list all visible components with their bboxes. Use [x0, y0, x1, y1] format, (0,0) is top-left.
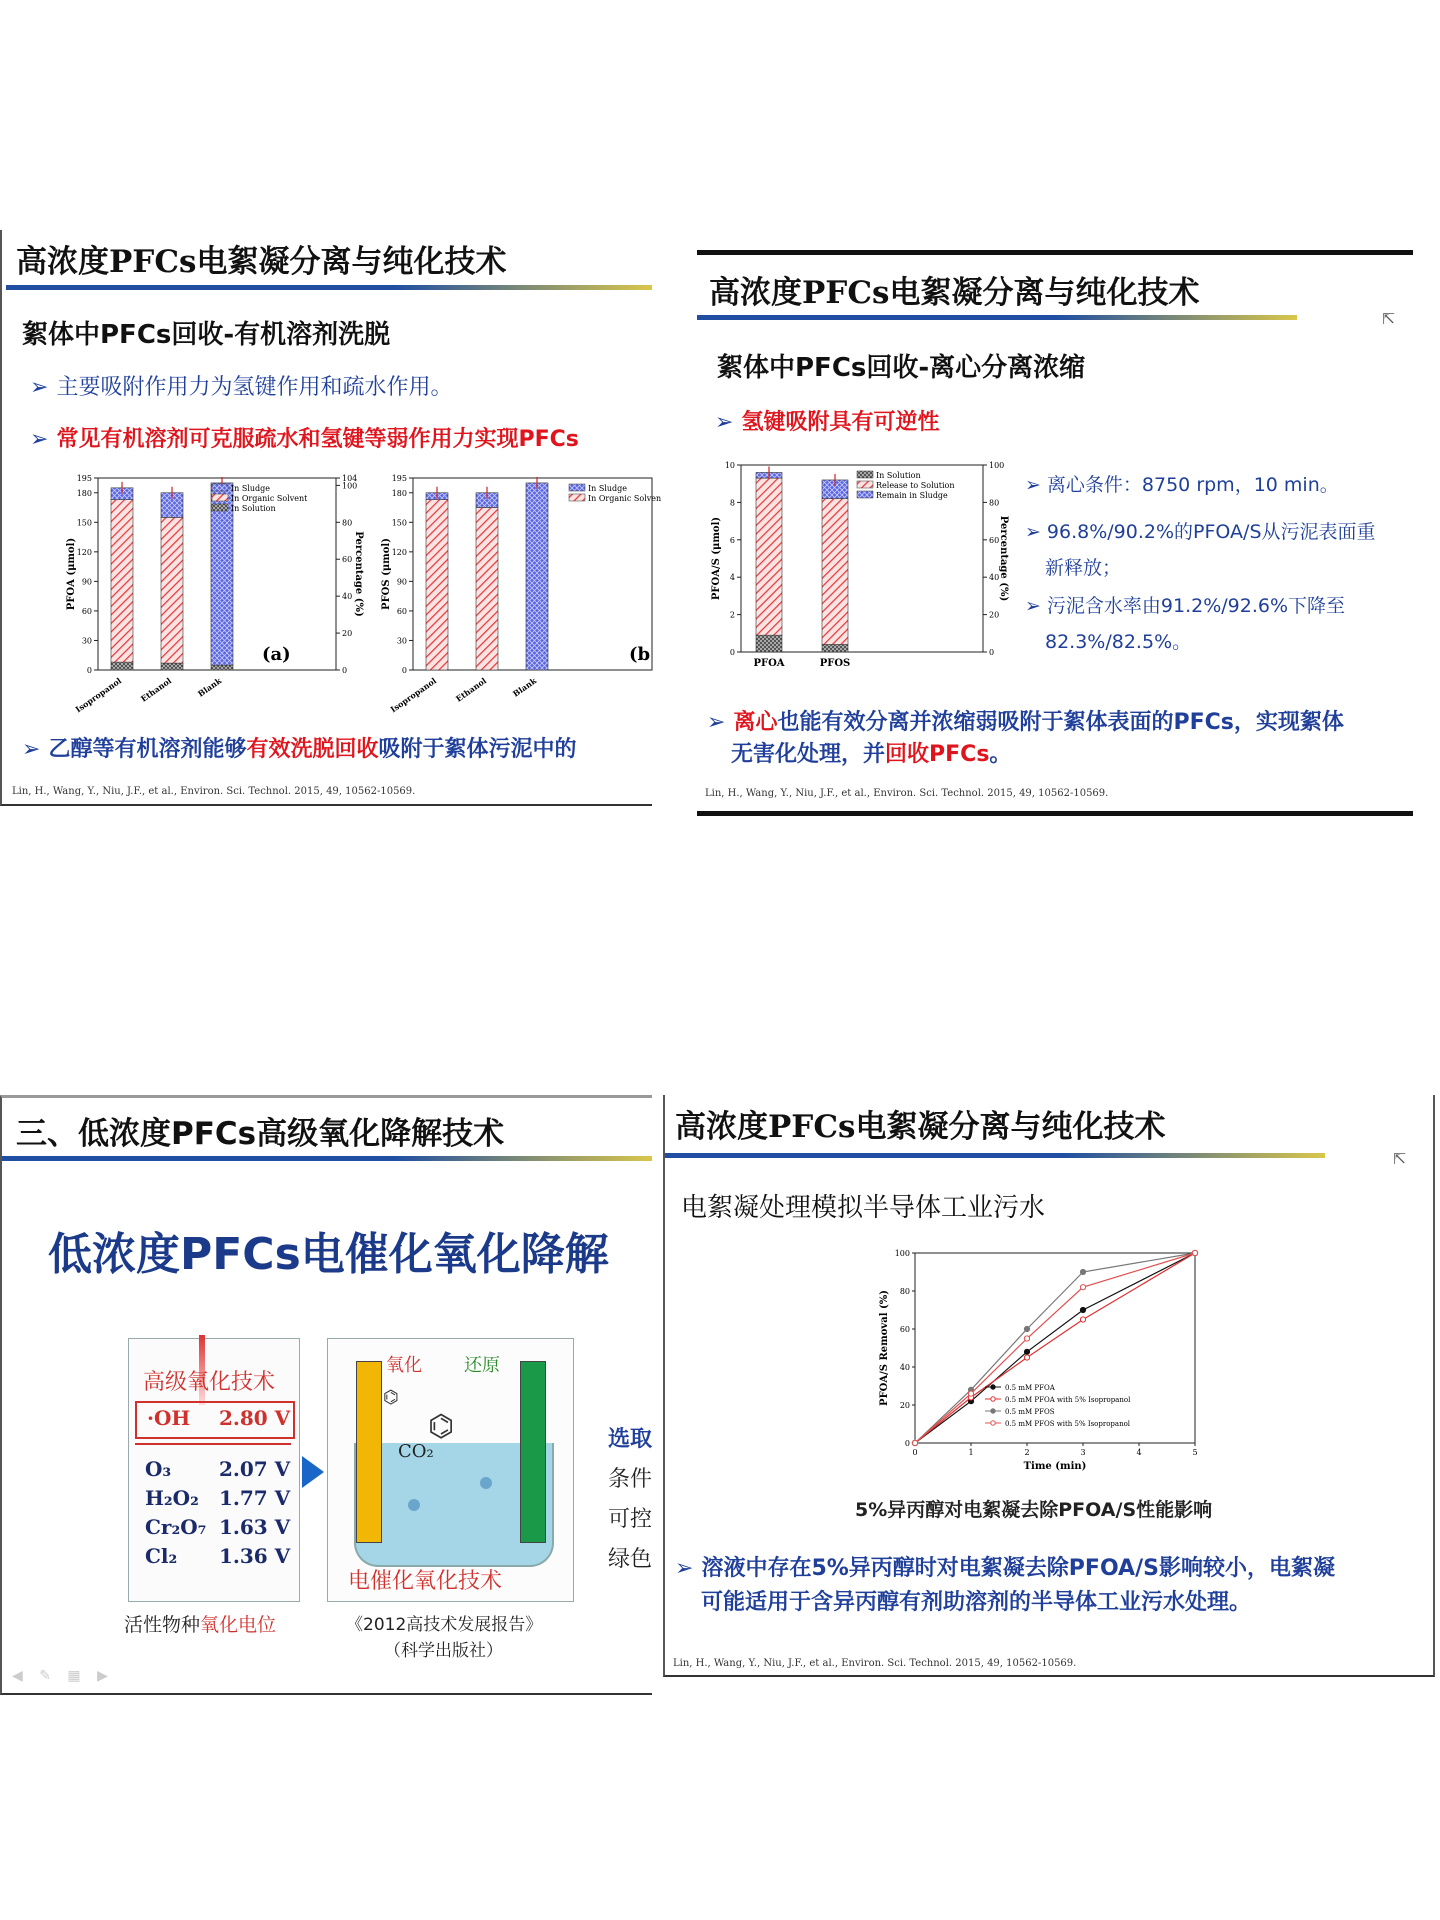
- right-bullet-3: ➢ 污泥含水率由91.2%/92.6%下降至: [1025, 595, 1346, 617]
- y-tick-label: 195: [76, 474, 92, 483]
- y-tick-label: 0: [401, 666, 407, 675]
- bullet-3: ➢ 乙醇等有机溶剂能够有效洗脱回收吸附于絮体污泥中的: [22, 737, 577, 762]
- cathode-electrode: [520, 1361, 546, 1543]
- y-tick-label: 180: [76, 488, 92, 498]
- bar-segment: [476, 508, 498, 670]
- species-item: Cl₂: [145, 1544, 178, 1568]
- legend-swatch: [212, 484, 228, 491]
- series-line: [915, 1253, 1195, 1443]
- bullet-bottom-cont: 无害化处理，并回收PFCs。: [731, 742, 1012, 767]
- legend-swatch: [857, 481, 873, 488]
- right-bullet-2-cont: 新释放；: [1045, 557, 1122, 579]
- species-list: [145, 1457, 206, 1573]
- bullet-1: ➢ 溶液中存在5%异丙醇时对电絮凝去除PFOA/S影响较小，电絮凝: [675, 1556, 1335, 1581]
- legend-swatch: [857, 491, 873, 498]
- y-tick-label: 0: [729, 648, 735, 657]
- arrow-bullet-icon: ➢: [30, 427, 49, 452]
- series-line: [915, 1253, 1195, 1443]
- y-tick-label: 195: [391, 474, 407, 483]
- citation: Lin, H., Wang, Y., Niu, J.F., et al., Environ. Sci. Technol. 2015, 49, 10562-10569.: [673, 1658, 1077, 1669]
- y2-tick-label: 100: [342, 481, 358, 491]
- legend-marker: [991, 1397, 995, 1401]
- slide-title: 高浓度PFCs电絮凝分离与纯化技术: [675, 1109, 1166, 1145]
- species-item: H₂O₂: [145, 1486, 199, 1510]
- chart-removal-vs-time: [875, 1245, 1205, 1473]
- x-tick-label: PFOS: [819, 658, 851, 669]
- x-tick-label: Isopropanol: [388, 675, 439, 715]
- y-tick-label: 60: [81, 606, 92, 616]
- chart-centrifuge: [707, 455, 1007, 680]
- bar-segment: [822, 499, 848, 645]
- bullet-1: ➢ 氢键吸附具有可逆性: [715, 410, 940, 435]
- panel-label: (b: [629, 644, 651, 665]
- data-point: [968, 1391, 973, 1396]
- bar-segment: [111, 500, 133, 662]
- y-tick-label: 100: [894, 1249, 910, 1258]
- y-tick-label: 0: [86, 666, 92, 675]
- x-tick-label: 0: [912, 1448, 918, 1457]
- slide-subtitle: 电絮凝处理模拟半导体工业污水: [681, 1193, 1046, 1223]
- arrow-bullet-icon: ➢: [715, 410, 734, 435]
- divider: [135, 1443, 291, 1445]
- title-underline: [2, 1156, 652, 1161]
- y-tick-label: 0: [904, 1439, 910, 1448]
- arrow-bullet-icon: ➢: [30, 375, 49, 400]
- legend-label: In Sludge: [588, 484, 628, 493]
- legend-swatch: [857, 471, 873, 478]
- slide-organic-solvent-elution: [0, 230, 662, 806]
- title-underline: [697, 315, 1297, 320]
- right-bullet-3-cont: 82.3%/82.5%。: [1045, 631, 1192, 653]
- x-tick-label: 1: [968, 1448, 974, 1457]
- arrow-bullet-icon: ➢: [22, 737, 41, 762]
- value-item: 1.77 V: [219, 1486, 291, 1510]
- y-tick-label: 150: [76, 518, 92, 528]
- legend-label: 0.5 mM PFOA with 5% Isopropanol: [1005, 1396, 1131, 1404]
- data-point: [1024, 1349, 1029, 1354]
- legend-label: Remain in Sludge: [876, 491, 948, 500]
- big-title: 低浓度PFCs电催化氧化降解: [48, 1229, 609, 1280]
- legend-label: 0.5 mM PFOS: [1005, 1408, 1055, 1416]
- slide-semiconductor-wastewater: [663, 1095, 1435, 1677]
- legend-swatch: [569, 494, 585, 501]
- x-tick-label: Ethanol: [138, 675, 174, 704]
- chart-caption: 5%异丙醇对电絮凝去除PFOA/S性能影响: [855, 1499, 1213, 1521]
- y2-tick-label: 60: [342, 555, 353, 565]
- y-tick-label: 30: [81, 636, 92, 646]
- y2-tick-label: 0: [342, 666, 348, 675]
- y-tick-label: 20: [899, 1401, 910, 1410]
- slide-advanced-oxidation: [0, 1095, 652, 1695]
- x-tick-label: Blank: [510, 675, 539, 699]
- x-tick-label: 2: [1024, 1448, 1030, 1457]
- reduction-label: 还原: [464, 1355, 500, 1376]
- y-tick-label: 30: [396, 636, 407, 646]
- legend-label: Release to Solution: [876, 481, 955, 490]
- citation: Lin, H., Wang, Y., Niu, J.F., et al., Environ. Sci. Technol. 2015, 49, 10562-10569.: [705, 788, 1109, 799]
- bar-segment: [161, 663, 183, 670]
- bar-segment: [822, 645, 848, 652]
- title-underline: [665, 1153, 1325, 1158]
- legend-swatch: [212, 494, 228, 501]
- y-axis-label: PFOA/S Removal (%): [879, 1290, 890, 1406]
- data-point: [1192, 1250, 1197, 1255]
- slide-centrifugal-concentration: [697, 250, 1413, 816]
- arrow-right-icon: [302, 1456, 324, 1488]
- y2-tick-label: 40: [989, 573, 1000, 583]
- bubble-icon: [480, 1477, 492, 1489]
- bullet-2: ➢ 常见有机溶剂可克服疏水和氢键等弱作用力实现PFCs: [30, 427, 579, 452]
- y-tick-label: 120: [76, 547, 92, 557]
- slideshow-controls[interactable]: ◀ ✎ ▦ ▶: [12, 1668, 114, 1684]
- value-list: [219, 1457, 290, 1573]
- bullet-1-cont: 可能适用于含异丙醇有剂助溶剂的半导体工业污水处理。: [701, 1590, 1252, 1615]
- y2-tick-label: 20: [989, 610, 1000, 620]
- cell-label: 电催化氧化技术: [348, 1569, 503, 1594]
- bullet-bottom: ➢ 离心也能有效分离并浓缩弱吸附于絮体表面的PFCs，实现絮体: [707, 710, 1344, 735]
- table-caption: 活性物种氧化电位: [124, 1614, 277, 1636]
- y-tick-label: 4: [729, 573, 735, 583]
- data-point: [1080, 1307, 1085, 1312]
- slide-title: 高浓度PFCs电絮凝分离与纯化技术: [709, 275, 1200, 311]
- y2-tick-label: 80: [342, 518, 353, 528]
- table-title: 高级氧化技术: [143, 1370, 276, 1395]
- y-tick-label: 60: [396, 606, 407, 616]
- legend-label: In Organic Solven: [588, 494, 662, 503]
- co2-label: CO₂: [398, 1441, 434, 1462]
- bar-segment: [111, 662, 133, 670]
- y-tick-label: 8: [729, 498, 735, 508]
- legend-label: 0.5 mM PFOS with 5% Isopropanol: [1005, 1420, 1131, 1428]
- x-tick-label: 3: [1080, 1448, 1086, 1457]
- legend-swatch: [212, 504, 228, 511]
- data-point: [1080, 1285, 1085, 1290]
- x-tick-label: 4: [1136, 1448, 1142, 1457]
- bar-segment: [161, 517, 183, 663]
- x-tick-label: Isopropanol: [73, 675, 124, 715]
- mouse-cursor-icon: ⇱: [1393, 1149, 1407, 1168]
- y2-tick-label: 0: [989, 648, 995, 657]
- data-point: [912, 1440, 917, 1445]
- side-text: 选取 条件 可控 绿色: [608, 1427, 653, 1572]
- y-axis-label: PFOA/S (μmol): [711, 516, 722, 601]
- panel-label: (a): [262, 644, 291, 665]
- y-tick-label: 150: [391, 518, 407, 528]
- slide-title: 三、低浓度PFCs高级氧化降解技术: [16, 1116, 505, 1152]
- molecule-icon: ⌬: [428, 1409, 455, 1444]
- bar-segment: [211, 665, 233, 670]
- y-tick-label: 40: [899, 1363, 910, 1372]
- y-tick-label: 180: [391, 488, 407, 498]
- bar-segment: [426, 500, 448, 670]
- oh-row: ·OH 2.80 V: [135, 1401, 295, 1439]
- y-tick-label: 90: [81, 577, 92, 587]
- y-tick-label: 6: [729, 535, 735, 545]
- y-tick-label: 120: [391, 547, 407, 557]
- arrow-bullet-icon: ➢: [707, 710, 726, 735]
- x-tick-label: PFOA: [753, 658, 785, 669]
- y-axis-label: PFOA (μmol): [66, 537, 77, 611]
- legend-label: 0.5 mM PFOA: [1005, 1384, 1055, 1392]
- slide-subtitle: 絮体中PFCs回收-有机溶剂洗脱: [22, 320, 391, 350]
- legend-marker: [991, 1385, 995, 1389]
- x-tick-label: Blank: [195, 675, 224, 699]
- y2-tick-label: 104: [342, 474, 358, 483]
- species-item: O₃: [145, 1457, 172, 1481]
- slide-subtitle: 絮体中PFCs回收-离心分离浓缩: [717, 353, 1086, 383]
- title-underline: [6, 285, 652, 290]
- y2-tick-label: 80: [989, 498, 1000, 508]
- data-point: [1080, 1317, 1085, 1322]
- bar-segment: [526, 483, 548, 670]
- legend-label: In Solution: [876, 471, 921, 480]
- book-reference: 《2012高技术发展报告》: [346, 1615, 543, 1635]
- arrow-bullet-icon: ➢: [675, 1556, 694, 1581]
- series-line: [915, 1253, 1195, 1443]
- x-axis-label: Time (min): [1023, 1461, 1087, 1472]
- y-tick-label: 10: [724, 461, 735, 470]
- oxidation-potential-table: [128, 1338, 300, 1602]
- y2-tick-label: 20: [342, 629, 353, 639]
- right-bullet-1: ➢ 离心条件：8750 rpm，10 min。: [1025, 474, 1339, 496]
- y2-tick-label: 60: [989, 535, 1000, 545]
- legend-marker: [991, 1421, 995, 1425]
- x-tick-label: 5: [1192, 1448, 1198, 1457]
- publisher: （科学出版社）: [384, 1641, 503, 1661]
- data-point: [1080, 1269, 1085, 1274]
- y2-tick-label: 40: [342, 592, 353, 602]
- molecule-icon: ⌬: [383, 1387, 399, 1408]
- bullet-1: ➢ 主要吸附作用力为氢键作用和疏水作用。: [30, 375, 453, 400]
- mouse-cursor-icon: ⇱: [1382, 309, 1396, 328]
- y-tick-label: 60: [899, 1325, 910, 1334]
- y-tick-label: 90: [396, 577, 407, 587]
- legend-swatch: [569, 484, 585, 491]
- plot-frame: [915, 1253, 1195, 1443]
- y-tick-label: 80: [899, 1287, 910, 1296]
- electrocatalysis-diagram: [327, 1338, 574, 1602]
- series-line: [915, 1253, 1195, 1443]
- legend-marker: [991, 1409, 995, 1413]
- y-tick-label: 2: [729, 610, 735, 620]
- legend-label: In Solution: [231, 504, 276, 513]
- data-point: [1024, 1336, 1029, 1341]
- value-item: 2.07 V: [219, 1457, 291, 1481]
- y2-axis-label: Percentage (%): [998, 515, 1009, 602]
- chart-pfoa-elution: [62, 468, 364, 715]
- bar-segment: [756, 635, 782, 652]
- slide-title: 高浓度PFCs电絮凝分离与纯化技术: [16, 244, 507, 280]
- y-axis-label: PFOS (μmol): [381, 538, 392, 610]
- legend-label: In Sludge: [231, 484, 271, 493]
- species-item: Cr₂O₇: [145, 1515, 207, 1539]
- legend-label: In Organic Solvent: [231, 494, 308, 503]
- right-bullet-2: ➢ 96.8%/90.2%的PFOA/S从污泥表面重: [1025, 521, 1376, 543]
- data-point: [1024, 1355, 1029, 1360]
- value-item: 1.63 V: [219, 1515, 291, 1539]
- chart-pfos-elution: [377, 468, 662, 715]
- x-tick-label: Ethanol: [453, 675, 489, 704]
- y2-tick-label: 100: [989, 461, 1005, 470]
- oxidation-label: 氧化: [386, 1355, 422, 1376]
- anode-electrode: [356, 1361, 382, 1543]
- data-point: [1024, 1326, 1029, 1331]
- bar-segment: [756, 478, 782, 635]
- value-item: 1.36 V: [219, 1544, 291, 1568]
- bubble-icon: [408, 1499, 420, 1511]
- y2-axis-label: Percentage (%): [353, 531, 364, 617]
- citation: Lin, H., Wang, Y., Niu, J.F., et al., Environ. Sci. Technol. 2015, 49, 10562-10569.: [12, 786, 416, 797]
